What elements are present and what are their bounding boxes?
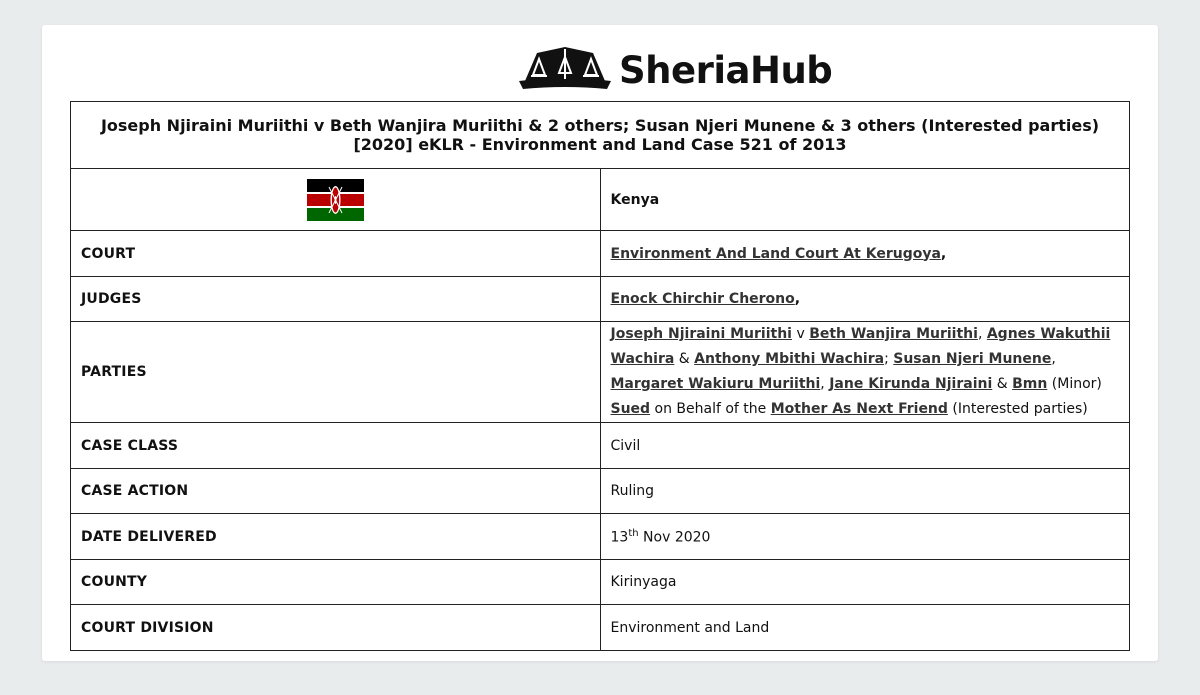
party-link[interactable]: Sued xyxy=(610,401,651,417)
date-suffix: th xyxy=(628,527,639,539)
parties-label: PARTIES xyxy=(71,322,601,423)
case-action-value: Ruling xyxy=(600,469,1130,514)
case-details-table xyxy=(70,101,1130,651)
parties-row xyxy=(71,322,1130,423)
case-title xyxy=(71,102,1130,169)
flag-cell xyxy=(71,169,601,231)
party-link[interactable]: Mother As Next Friend xyxy=(770,401,948,417)
party-link[interactable]: Margaret Wakiuru Muriithi xyxy=(610,376,821,392)
court-row xyxy=(71,231,1130,277)
party-link[interactable]: Susan Njeri Munene xyxy=(893,351,1052,367)
case-title-line1: Joseph Njiraini Muriithi v Beth Wanjira Muriithi & 2 others; Susan Njeri Munene & 3 others (Interested parties) xyxy=(100,116,1100,135)
date-rest: Nov 2020 xyxy=(643,529,711,546)
brand-name: SheriaHub xyxy=(619,48,833,92)
case-action-label: CASE ACTION xyxy=(71,469,601,514)
party-link[interactable]: Jane Kirunda Njiraini xyxy=(829,376,993,392)
versus-text: v xyxy=(796,326,805,342)
court-link[interactable]: Environment And Land Court At Kerugoya xyxy=(610,245,941,262)
title-row xyxy=(71,102,1130,169)
date-day: 13 xyxy=(610,529,629,546)
party-link[interactable]: Anthony Mbithi Wachira xyxy=(694,351,885,367)
division-row xyxy=(71,605,1130,651)
judge-link[interactable]: Enock Chirchir Cherono xyxy=(610,291,795,307)
judges-label: JUDGES xyxy=(71,277,601,322)
case-class-row xyxy=(71,423,1130,469)
parties-value: Joseph Njiraini Muriithi v Beth Wanjira Muriithi, Agnes Wakuthii Wachira & Anthony Mbithi Wachira; Susan Njeri Munene, Margaret Wakiuru Muriithi, Jane Kirunda Njiraini & Bmn (Minor) Sued on Behalf of the Mother As Next Friend (Interested parties) xyxy=(600,322,1130,423)
court-value: Environment And Land Court At Kerugoya, xyxy=(600,231,1130,277)
country-row xyxy=(71,169,1130,231)
party-link[interactable]: Agnes Wakuthii Wachira xyxy=(610,326,1111,367)
ampersand-text: & xyxy=(678,351,690,367)
county-label: COUNTY xyxy=(71,560,601,605)
ampersand-text: & xyxy=(996,376,1008,392)
case-class-value: Civil xyxy=(600,423,1130,469)
court-label: COURT xyxy=(71,231,601,277)
minor-text: (Minor) xyxy=(1051,376,1102,392)
party-link[interactable]: Joseph Njiraini Muriithi xyxy=(610,326,792,342)
judges-row xyxy=(71,277,1130,322)
country-name: Kenya xyxy=(600,169,1130,231)
interested-text: (Interested parties) xyxy=(952,401,1088,417)
date-value xyxy=(600,514,1130,560)
division-label: COURT DIVISION xyxy=(71,605,601,651)
case-class-label: CASE CLASS xyxy=(71,423,601,469)
division-value: Environment and Land xyxy=(600,605,1130,651)
date-label: DATE DELIVERED xyxy=(71,514,601,560)
date-row xyxy=(71,514,1130,560)
county-row xyxy=(71,560,1130,605)
kenya-flag-icon xyxy=(307,179,364,221)
party-link[interactable]: Beth Wanjira Muriithi xyxy=(809,326,978,342)
case-action-row xyxy=(71,469,1130,514)
case-title-line2: [2020] eKLR - Environment and Land Case 521 of 2013 xyxy=(353,135,847,154)
judges-value: Enock Chirchir Cherono, xyxy=(600,277,1130,322)
scales-of-justice-icon xyxy=(517,45,613,93)
county-value: Kirinyaga xyxy=(600,560,1130,605)
on-behalf-text: on Behalf of the xyxy=(654,401,767,417)
sheriahub-logo[interactable] xyxy=(517,44,832,94)
party-link[interactable]: Bmn xyxy=(1012,376,1048,392)
